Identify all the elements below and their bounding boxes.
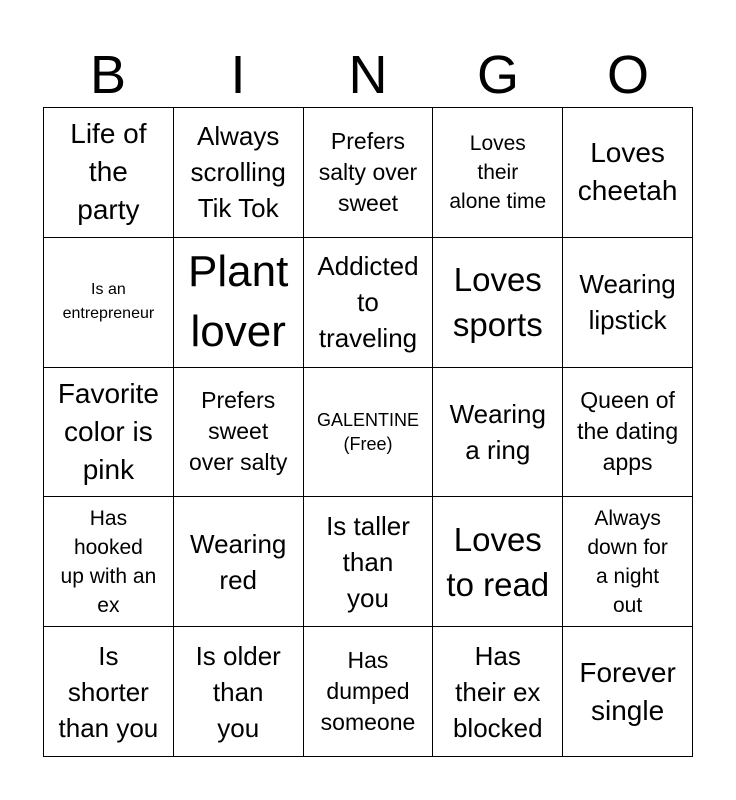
- cell-text: Wearing lipstick: [579, 269, 676, 336]
- bingo-cell-r3-c5[interactable]: [563, 368, 693, 498]
- free-space-text: GALENTINE (Free): [316, 409, 419, 454]
- bingo-cell-r1-c4[interactable]: [433, 108, 563, 238]
- cell-text: Loves to read: [446, 520, 550, 603]
- cell-text: Has dumped someone: [320, 647, 416, 736]
- bingo-cell-r3-c2[interactable]: [174, 368, 304, 498]
- cell-text: Plant lover: [188, 247, 289, 357]
- header-letter-i: I: [230, 45, 246, 105]
- bingo-cell-r2-c5[interactable]: [563, 238, 693, 368]
- cell-text: Prefers sweet over salty: [188, 387, 288, 476]
- bingo-cell-r5-c4[interactable]: [433, 627, 563, 757]
- cell-text: Prefers salty over sweet: [318, 127, 418, 216]
- cell-text: Queen of the dating apps: [577, 387, 679, 476]
- header-letter-n: N: [348, 45, 388, 105]
- cell-text: Forever single: [579, 656, 676, 726]
- bingo-cell-r4-c5[interactable]: [563, 497, 693, 627]
- cell-text: Is taller than you: [326, 510, 410, 613]
- bingo-cell-r5-c1[interactable]: [44, 627, 174, 757]
- bingo-header: [43, 44, 693, 106]
- cell-text: Is older than you: [195, 640, 281, 743]
- bingo-board: [43, 107, 693, 757]
- bingo-cell-r2-c3[interactable]: [304, 238, 434, 368]
- cell-text: Wearing red: [190, 528, 287, 595]
- bingo-cell-r5-c2[interactable]: [174, 627, 304, 757]
- cell-text: Loves cheetah: [577, 137, 678, 207]
- bingo-cell-r1-c1[interactable]: [44, 108, 174, 238]
- header-letter-g: G: [476, 45, 519, 105]
- cell-text: Has their ex blocked: [452, 640, 543, 743]
- bingo-cell-r3-c4[interactable]: [433, 368, 563, 498]
- bingo-cell-r2-c4[interactable]: [433, 238, 563, 368]
- bingo-cell-r1-c2[interactable]: [174, 108, 304, 238]
- bingo-cell-r2-c1[interactable]: [44, 238, 174, 368]
- cell-text: Life of the party: [70, 118, 147, 226]
- header-letter-o: O: [606, 45, 649, 105]
- cell-text: Always down for a night out: [587, 506, 668, 617]
- cell-text: Addicted to traveling: [317, 251, 419, 354]
- bingo-cell-r1-c5[interactable]: [563, 108, 693, 238]
- cell-text: Loves their alone time: [449, 131, 547, 213]
- bingo-cell-r3-c1[interactable]: [44, 368, 174, 498]
- cell-text: Has hooked up with an ex: [60, 506, 157, 617]
- bingo-cell-r5-c5[interactable]: [563, 627, 693, 757]
- bingo-cell-r3-c3[interactable]: [304, 368, 434, 498]
- cell-text: Is shorter than you: [58, 640, 159, 743]
- bingo-cell-r4-c1[interactable]: [44, 497, 174, 627]
- bingo-cell-r1-c3[interactable]: [304, 108, 434, 238]
- bingo-cell-r2-c2[interactable]: [174, 238, 304, 368]
- cell-text: Loves sports: [452, 261, 543, 344]
- bingo-cell-r5-c3[interactable]: [304, 627, 434, 757]
- cell-text: Always scrolling Tik Tok: [190, 121, 286, 224]
- bingo-cell-r4-c4[interactable]: [433, 497, 563, 627]
- cell-text: Favorite color is pink: [57, 377, 159, 485]
- bingo-cell-r4-c3[interactable]: [304, 497, 434, 627]
- cell-text: Wearing a ring: [449, 398, 546, 465]
- bingo-cell-r4-c2[interactable]: [174, 497, 304, 627]
- cell-text: Is an entrepreneur: [62, 281, 155, 323]
- header-letter-b: B: [89, 45, 127, 105]
